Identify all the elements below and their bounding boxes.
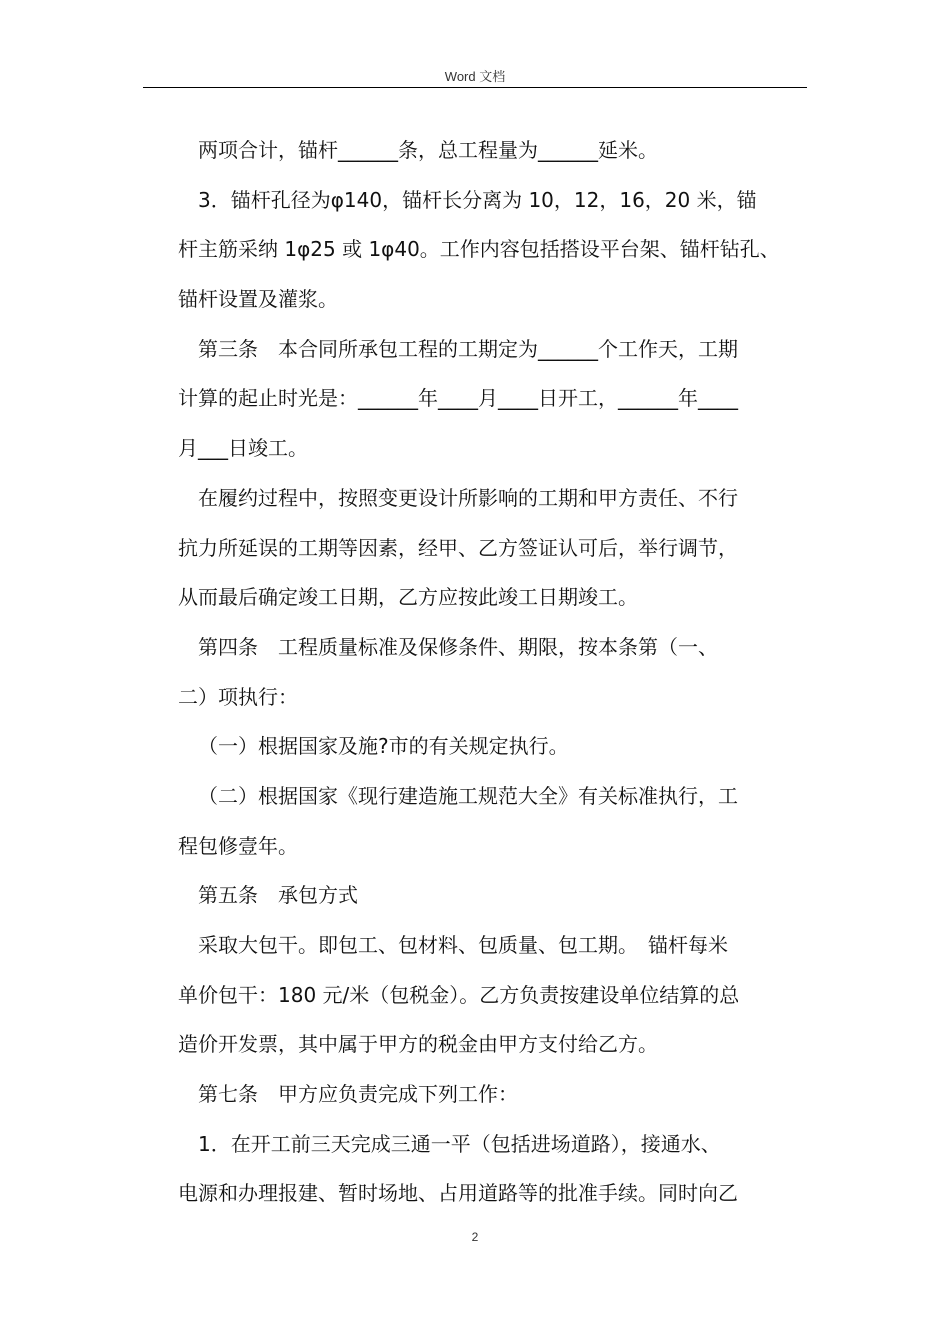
text-line: 程包修壹年。 bbox=[178, 833, 298, 858]
text-line: 两项合计，锚杆______条，总工程量为______延米。 bbox=[198, 138, 658, 162]
text-line: 采取大包干。即包工、包材料、包质量、包工期。 锚杆每米 bbox=[198, 933, 728, 957]
text-line: 二）项执行： bbox=[178, 684, 298, 709]
text-line: 第三条 本合同所承包工程的工期定为______个工作天，工期 bbox=[198, 336, 738, 361]
text-line: （二）根据国家《现行建造施工规范大全》有关标准执行，工 bbox=[198, 783, 738, 808]
header-divider bbox=[143, 87, 807, 88]
text-line: 第七条 甲方应负责完成下列工作： bbox=[198, 1082, 518, 1107]
text-line: 第四条 工程质量标准及保修条件、期限，按本条第（一、 bbox=[198, 634, 718, 659]
text-line: 造价开发票，其中属于甲方的税金由甲方支付给乙方。 bbox=[178, 1032, 658, 1057]
text-line: 单价包干：180 元/米（包税金）。乙方负责按建设单位结算的总 bbox=[178, 982, 740, 1007]
text-line: 3．锚杆孔径为φ140，锚杆长分离为 10，12，16，20 米，锚 bbox=[198, 187, 757, 212]
text-line: 锚杆设置及灌浆。 bbox=[178, 287, 338, 312]
text-line: 1．在开工前三天完成三通一平（包括进场道路），接通水、 bbox=[198, 1131, 721, 1156]
document-body bbox=[178, 126, 818, 1219]
text-line: 计算的起止时光是：______年____月____日开工，______年____ bbox=[178, 386, 738, 411]
page-header: Word 文档 bbox=[444, 69, 506, 84]
text-line: 在履约过程中，按照变更设计所影响的工期和甲方责任、不行 bbox=[198, 485, 738, 510]
text-line: 月___日竣工。 bbox=[178, 436, 308, 461]
text-line: 电源和办理报建、暂时场地、占用道路等的批准手续。同时向乙 bbox=[178, 1181, 738, 1206]
page-number: 2 bbox=[471, 1230, 479, 1244]
text-line: 第五条 承包方式 bbox=[198, 883, 358, 908]
text-line: 从而最后确定竣工日期，乙方应按此竣工日期竣工。 bbox=[178, 585, 638, 610]
text-line: （一）根据国家及施?市的有关规定执行。 bbox=[198, 734, 569, 759]
text-line: 抗力所延误的工期等因素，经甲、乙方签证认可后，举行调节， bbox=[178, 535, 738, 560]
text-line: 杆主筋采纳 1φ25 或 1φ40。工作内容包括搭设平台架、锚杆钻孔、 bbox=[178, 237, 780, 262]
